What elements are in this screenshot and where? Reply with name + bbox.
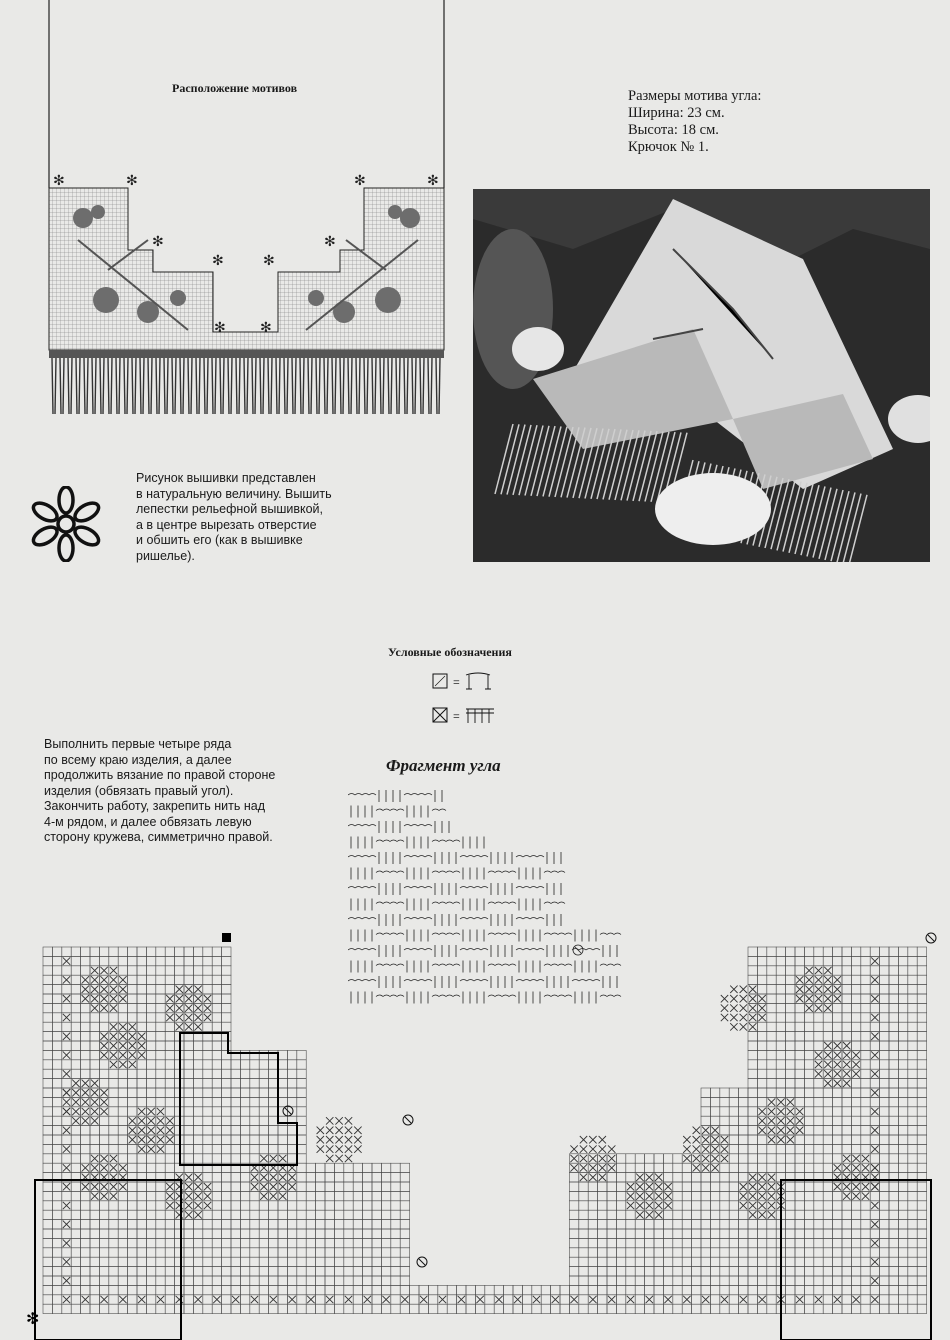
instruction-line: Закончить работу, закрепить нить над bbox=[44, 799, 265, 813]
legend-open-cell bbox=[432, 671, 502, 691]
instruction-line: изделия (обвязать правый угол). bbox=[44, 783, 234, 798]
asterisk-icon: ✻ bbox=[354, 173, 366, 189]
embroidery-note bbox=[136, 471, 376, 564]
instruction-line: Выполнить первые четыре ряда bbox=[44, 737, 232, 751]
asterisk-icon: ✻ bbox=[126, 173, 138, 189]
motif-sizes bbox=[628, 88, 761, 156]
asterisk-icon: ✻ bbox=[263, 253, 275, 269]
asterisk-icon: ✻ bbox=[212, 253, 224, 269]
asterisk-icon: ✻ bbox=[260, 320, 272, 336]
sizes-line: Высота: 18 см. bbox=[628, 122, 719, 138]
flower-embroidery-icon bbox=[28, 486, 104, 562]
product-photo bbox=[473, 189, 930, 562]
legend-title: Условные обозначения bbox=[388, 645, 512, 659]
legend-equals: = bbox=[453, 709, 460, 723]
asterisk-icon: ✻ bbox=[214, 320, 226, 336]
asterisk-icon: ✻ bbox=[324, 234, 336, 250]
note-line: а в центре вырезать отверстие bbox=[136, 517, 317, 532]
instruction-line: сторону кружева, симметрично правой. bbox=[44, 830, 273, 844]
instructions bbox=[44, 737, 275, 846]
asterisk-icon: ✻ bbox=[427, 173, 439, 189]
layout-title: Расположение мотивов bbox=[172, 81, 298, 95]
note-line: Рисунок вышивки представлен bbox=[136, 471, 316, 485]
note-line: и обшить его (как в вышивке bbox=[136, 533, 303, 547]
note-line: лепестки рельефной вышивкой, bbox=[136, 502, 323, 516]
instruction-line: 4-м рядом, и далее обвязать левую bbox=[44, 814, 252, 829]
note-line: в натуральную величину. Вышить bbox=[136, 486, 332, 501]
instruction-line: по всему краю изделия, а далее bbox=[44, 752, 232, 767]
sizes-line: Ширина: 23 см. bbox=[628, 105, 725, 121]
filet-chart bbox=[0, 925, 950, 1340]
asterisk-icon: ✻ bbox=[53, 173, 65, 189]
asterisk-icon: ✻ bbox=[26, 1309, 40, 1328]
instruction-line: продолжить вязание по правой стороне bbox=[44, 768, 276, 782]
motif-layout-diagram bbox=[48, 0, 448, 420]
sizes-line: Размеры мотива угла: bbox=[628, 88, 762, 104]
sizes-line: Крючок № 1. bbox=[628, 139, 709, 155]
fragment-title: Фрагмент угла bbox=[386, 756, 501, 775]
legend-equals: = bbox=[453, 675, 460, 689]
legend-filled-cell bbox=[432, 705, 502, 725]
start-marker-icon bbox=[222, 933, 231, 942]
asterisk-icon: ✻ bbox=[152, 234, 164, 250]
note-line: ришелье). bbox=[136, 548, 195, 563]
